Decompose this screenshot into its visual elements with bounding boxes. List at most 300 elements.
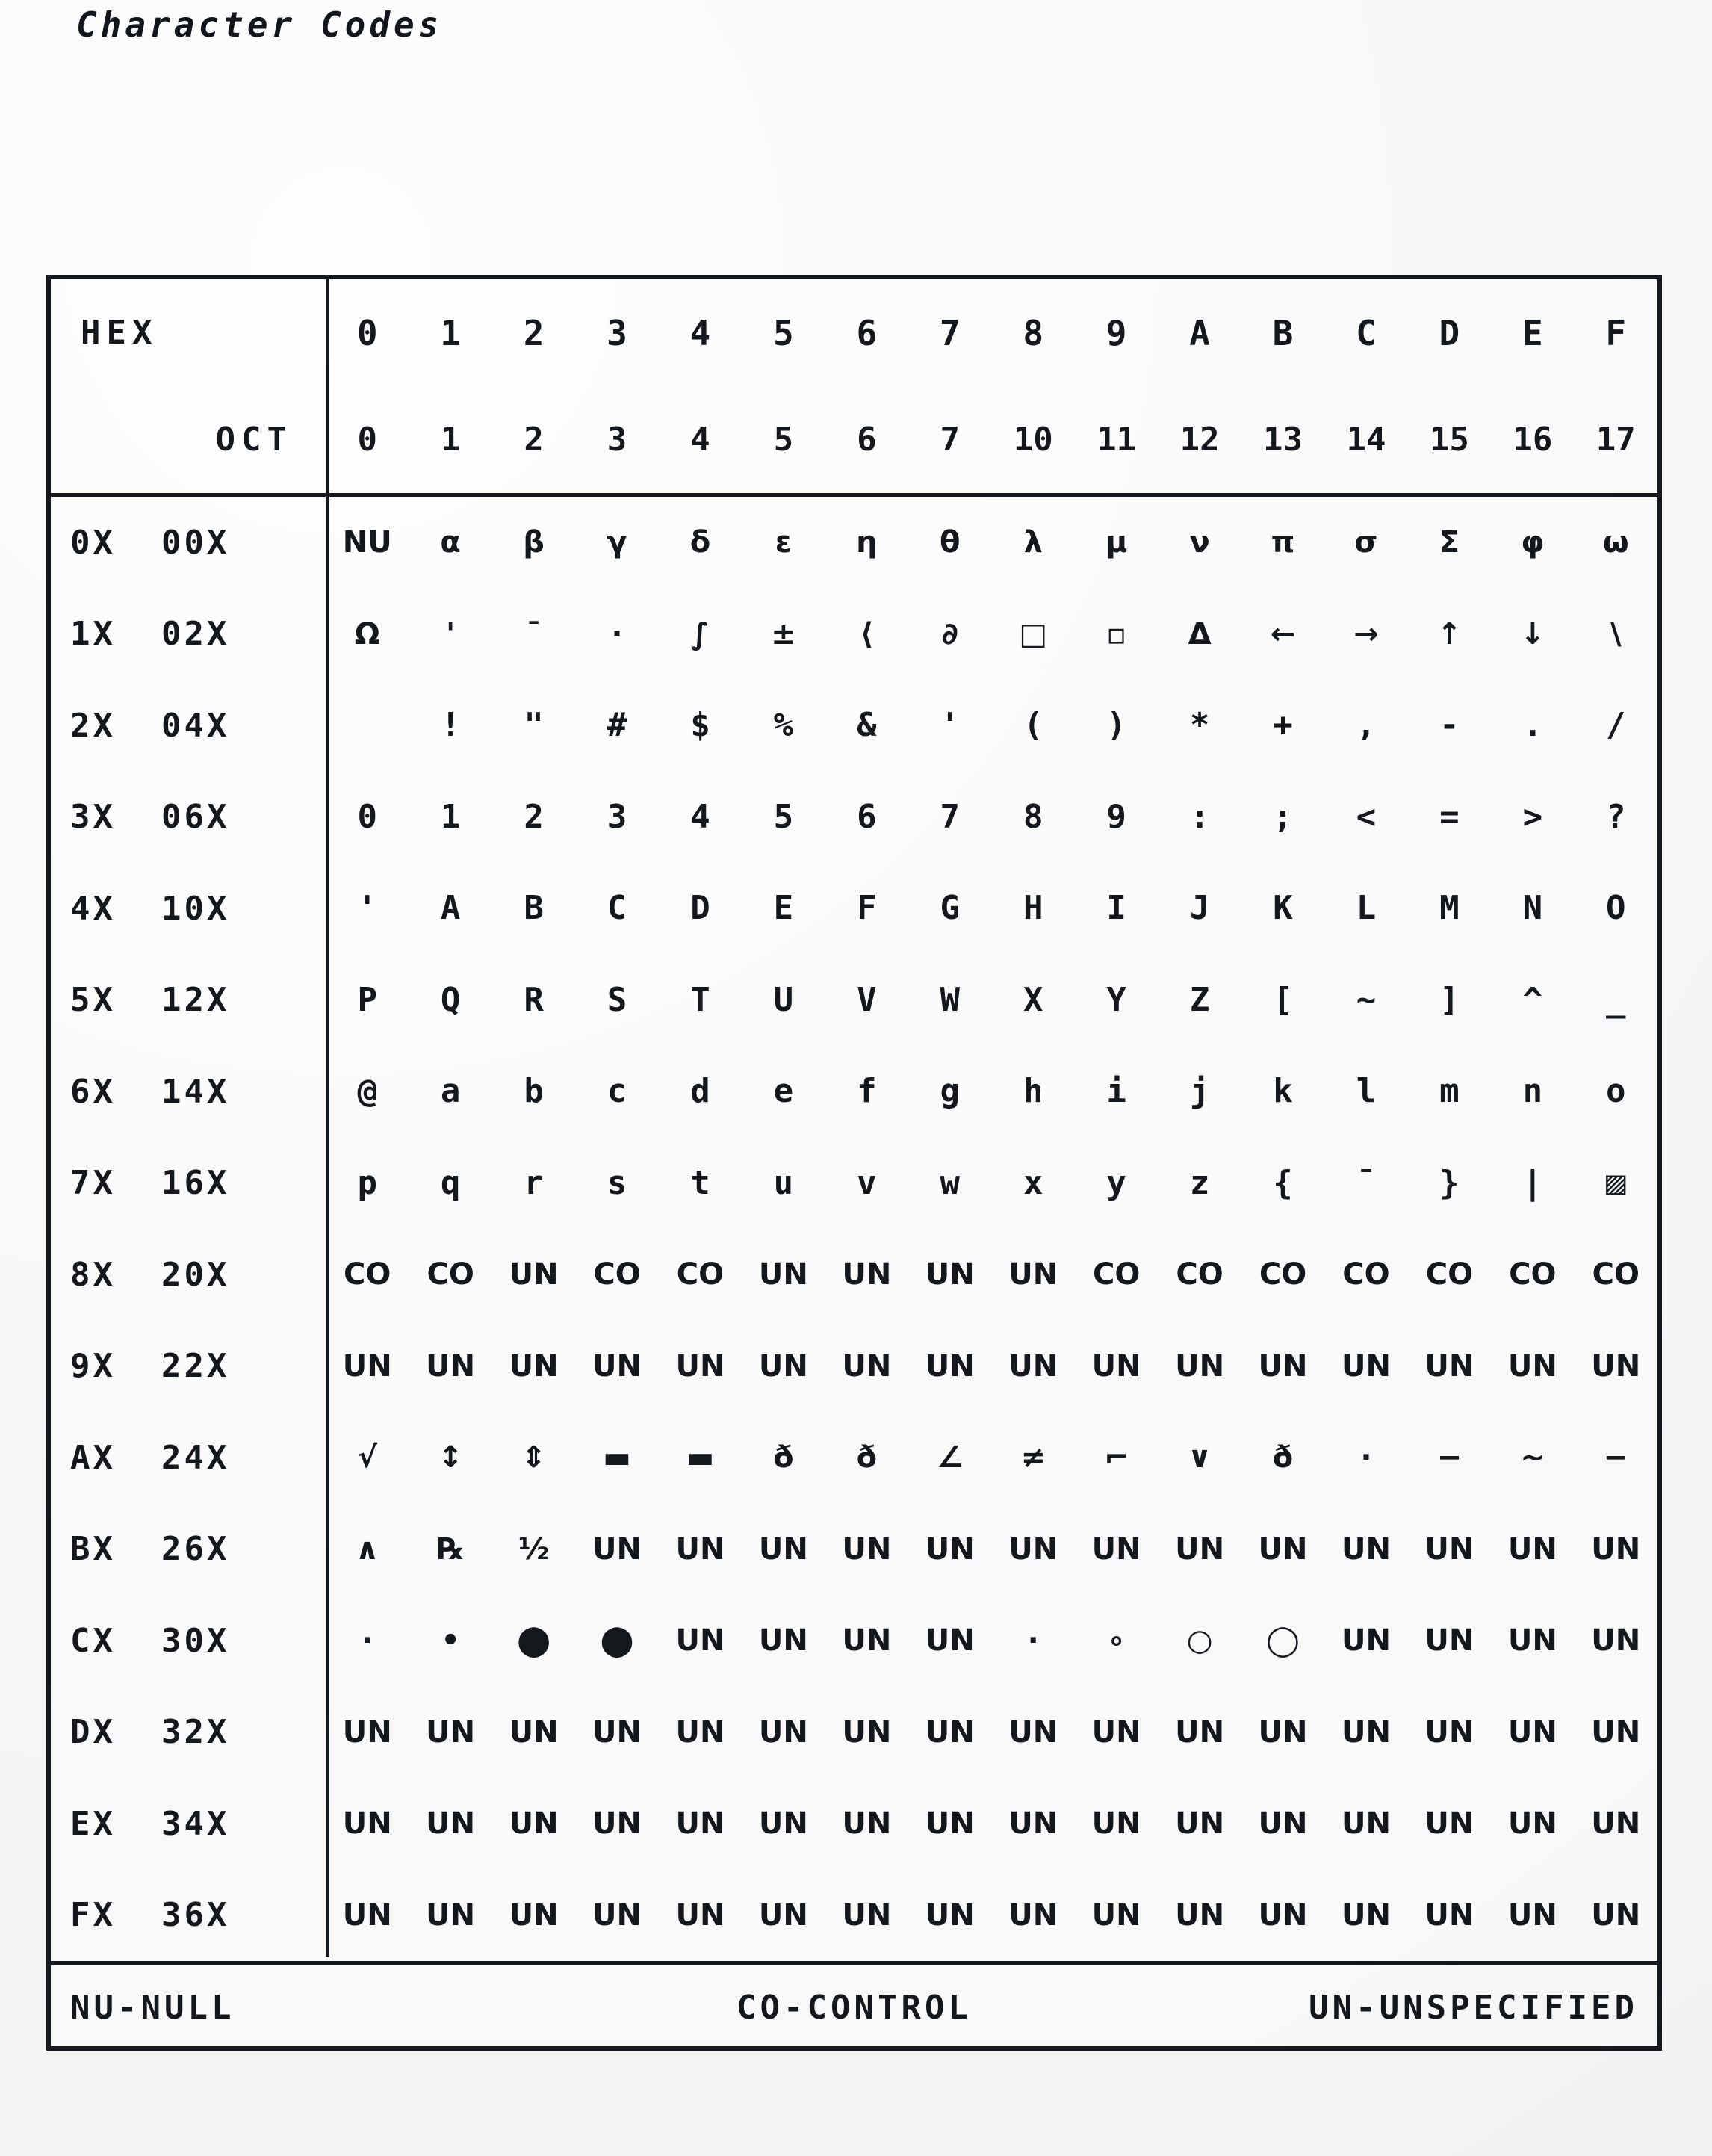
code-cell: p bbox=[357, 1163, 377, 1202]
code-cell: n bbox=[1522, 1072, 1543, 1111]
hex-header-label: HEX bbox=[81, 314, 158, 352]
code-cell: UN bbox=[1008, 1257, 1058, 1292]
code-cell: UN bbox=[675, 1623, 725, 1658]
code-cell: UN bbox=[1175, 1806, 1225, 1841]
code-cell: μ bbox=[1105, 525, 1128, 560]
code-cell: ' bbox=[940, 706, 961, 745]
oct-col-14: 16 bbox=[1513, 421, 1553, 459]
code-cell: a bbox=[440, 1072, 461, 1111]
row-cells bbox=[326, 863, 1657, 955]
code-cell: UN bbox=[1424, 1348, 1474, 1384]
code-cell: UN bbox=[1091, 1714, 1141, 1750]
code-cell: ∫ bbox=[691, 616, 710, 651]
code-cell: C bbox=[607, 889, 627, 928]
code-cell: UN bbox=[426, 1898, 476, 1933]
code-cell: ↕ bbox=[438, 1440, 463, 1475]
code-cell: ∂ bbox=[941, 616, 958, 651]
code-cell: UN bbox=[758, 1531, 808, 1567]
table-row bbox=[51, 1504, 1657, 1596]
hex-col-5: 5 bbox=[773, 312, 794, 353]
code-cell: UN bbox=[1175, 1898, 1225, 1933]
hex-col-7: 7 bbox=[939, 312, 961, 353]
oct-col-8: 10 bbox=[1013, 421, 1053, 459]
oct-col-0: 0 bbox=[357, 421, 377, 459]
table-row bbox=[51, 1687, 1657, 1779]
code-cell: l bbox=[1356, 1072, 1377, 1111]
code-cell: δ bbox=[689, 525, 711, 560]
code-cell: S bbox=[607, 980, 627, 1019]
code-cell: B bbox=[524, 889, 544, 928]
code-cell: UN bbox=[1507, 1348, 1557, 1384]
code-cell: . bbox=[1522, 706, 1543, 745]
code-cell bbox=[326, 709, 409, 742]
oct-header-label: OCT bbox=[215, 421, 293, 459]
code-cell: UN bbox=[1258, 1714, 1308, 1750]
code-cell: ! bbox=[440, 706, 461, 745]
code-cell: H bbox=[1023, 889, 1043, 928]
hex-col-12: C bbox=[1356, 312, 1377, 353]
table-body bbox=[51, 497, 1657, 1961]
code-cell: + bbox=[1273, 706, 1293, 745]
code-cell: ▨ bbox=[1606, 1163, 1626, 1202]
code-cell: ⬤ bbox=[517, 1623, 550, 1658]
code-cell: x bbox=[1023, 1163, 1043, 1202]
code-cell: ∧ bbox=[355, 1531, 379, 1567]
code-cell: r bbox=[524, 1163, 544, 1202]
code-cell: UN bbox=[509, 1257, 559, 1292]
code-cell: η bbox=[856, 525, 878, 560]
code-cell: ▬ bbox=[686, 1440, 715, 1475]
code-cell: UN bbox=[1091, 1348, 1141, 1384]
code-cell: UN bbox=[509, 1348, 559, 1384]
code-cell: * bbox=[1189, 706, 1210, 745]
code-cell: ∠ bbox=[936, 1440, 964, 1475]
code-cell: UN bbox=[1258, 1348, 1308, 1384]
code-cell: ¯ bbox=[526, 616, 542, 651]
code-cell: " bbox=[524, 706, 544, 745]
code-cell: ) bbox=[1106, 706, 1126, 745]
code-cell: V bbox=[857, 980, 877, 1019]
code-cell: c bbox=[607, 1072, 627, 1111]
code-cell: − bbox=[1436, 1440, 1463, 1475]
hex-col-3: 3 bbox=[607, 312, 627, 353]
code-cell: ← bbox=[1270, 616, 1296, 651]
code-cell: UN bbox=[1341, 1898, 1391, 1933]
code-cell: UN bbox=[758, 1348, 808, 1384]
code-cell: Z bbox=[1189, 980, 1210, 1019]
code-cell: φ bbox=[1521, 525, 1545, 560]
table-row bbox=[51, 1138, 1657, 1230]
code-cell: UN bbox=[1341, 1348, 1391, 1384]
code-cell: UN bbox=[842, 1714, 892, 1750]
hex-col-11: B bbox=[1272, 312, 1294, 353]
row-cells bbox=[326, 1504, 1657, 1596]
code-cell: O bbox=[1606, 889, 1626, 928]
code-cell: R bbox=[524, 980, 544, 1019]
code-cell: − bbox=[1603, 1440, 1629, 1475]
table-row bbox=[51, 1778, 1657, 1870]
code-cell: □ bbox=[1019, 616, 1048, 651]
row-cells bbox=[326, 1412, 1657, 1504]
code-cell: CO bbox=[1425, 1257, 1474, 1292]
row-label-bx: BX 26X bbox=[70, 1530, 230, 1569]
code-cell: ⇕ bbox=[521, 1440, 547, 1475]
code-cell: UN bbox=[592, 1806, 642, 1841]
code-cell: | bbox=[1522, 1163, 1543, 1202]
code-cell: UN bbox=[842, 1623, 892, 1658]
code-cell: ~ bbox=[1356, 980, 1377, 1019]
row-label-dx: DX 32X bbox=[70, 1713, 230, 1752]
code-cell: UN bbox=[1424, 1531, 1474, 1567]
code-cell: G bbox=[940, 889, 961, 928]
code-cell: ? bbox=[1606, 797, 1626, 836]
code-cell: i bbox=[1106, 1072, 1126, 1111]
oct-col-1: 1 bbox=[440, 421, 461, 459]
code-cell: UN bbox=[758, 1623, 808, 1658]
code-cell: M bbox=[1439, 889, 1460, 928]
row-label-ax: AX 24X bbox=[70, 1438, 230, 1477]
code-cell: UN bbox=[1507, 1714, 1557, 1750]
hex-col-15: F bbox=[1605, 312, 1627, 353]
code-cell: UN bbox=[342, 1898, 392, 1933]
hex-col-10: A bbox=[1189, 312, 1210, 353]
code-cell: ↑ bbox=[1436, 616, 1463, 651]
code-cell: 6 bbox=[857, 797, 877, 836]
code-cell: CO bbox=[1342, 1257, 1390, 1292]
code-cell: UN bbox=[925, 1257, 975, 1292]
code-cell: 1 bbox=[440, 797, 461, 836]
code-cell: 2 bbox=[524, 797, 544, 836]
code-cell: ∘ bbox=[1107, 1623, 1126, 1658]
code-cell: 8 bbox=[1023, 797, 1043, 836]
code-cell: Ω bbox=[354, 616, 380, 651]
code-cell: UN bbox=[509, 1898, 559, 1933]
hex-col-9: 9 bbox=[1105, 312, 1127, 353]
oct-col-4: 4 bbox=[690, 421, 710, 459]
code-cell: ' bbox=[446, 616, 456, 651]
legend-null: NU-NULL bbox=[70, 1989, 235, 2027]
code-cell: UN bbox=[925, 1531, 975, 1567]
code-cell: ] bbox=[1439, 980, 1460, 1019]
code-cell: ð bbox=[1272, 1440, 1294, 1475]
code-cell: UN bbox=[342, 1806, 392, 1841]
code-cell: ; bbox=[1273, 797, 1293, 836]
row-label-0x: 0X 00X bbox=[70, 523, 230, 562]
legend-unspecified: UN-UNSPECIFIED bbox=[1309, 1989, 1638, 2027]
code-cell: · bbox=[362, 1623, 373, 1658]
code-cell: q bbox=[440, 1163, 461, 1202]
code-cell: UN bbox=[1258, 1806, 1308, 1841]
code-cell: U bbox=[773, 980, 794, 1019]
code-cell: CO bbox=[427, 1257, 474, 1292]
code-cell: $ bbox=[690, 706, 710, 745]
code-cell: @ bbox=[357, 1072, 377, 1111]
code-cell: J bbox=[1189, 889, 1210, 928]
code-cell: √ bbox=[357, 1440, 378, 1475]
table-row bbox=[51, 1870, 1657, 1962]
code-cell: ð bbox=[856, 1440, 878, 1475]
code-cell: ▬ bbox=[603, 1440, 631, 1475]
code-cell: UN bbox=[675, 1806, 725, 1841]
table-row bbox=[51, 955, 1657, 1047]
code-cell: X bbox=[1023, 980, 1043, 1019]
code-cell: UN bbox=[842, 1531, 892, 1567]
row-cells bbox=[326, 497, 1657, 589]
code-cell: α bbox=[440, 525, 461, 560]
code-cell: & bbox=[857, 706, 877, 745]
code-cell: e bbox=[773, 1072, 794, 1111]
code-cell: θ bbox=[940, 525, 961, 560]
table-row bbox=[51, 772, 1657, 864]
code-cell: Δ bbox=[1188, 616, 1212, 651]
hex-col-13: D bbox=[1439, 312, 1460, 353]
code-cell: UN bbox=[842, 1257, 892, 1292]
code-cell: = bbox=[1439, 797, 1460, 836]
hex-col-6: 6 bbox=[856, 312, 878, 353]
code-cell: UN bbox=[1341, 1623, 1391, 1658]
code-cell: UN bbox=[1008, 1531, 1058, 1567]
oct-col-13: 15 bbox=[1429, 421, 1469, 459]
code-cell: UN bbox=[675, 1714, 725, 1750]
code-cell: β bbox=[523, 525, 545, 560]
code-cell: 0 bbox=[357, 797, 377, 836]
hex-header-row bbox=[51, 279, 1657, 386]
code-cell: ↓ bbox=[1520, 616, 1545, 651]
code-cell: UN bbox=[1424, 1623, 1474, 1658]
code-cell: · bbox=[1360, 1440, 1372, 1475]
row-label-8x: 8X 20X bbox=[70, 1255, 230, 1294]
code-cell: UN bbox=[1591, 1623, 1641, 1658]
row-cells bbox=[326, 589, 1657, 681]
code-cell: UN bbox=[925, 1714, 975, 1750]
code-cell: W bbox=[940, 980, 961, 1019]
code-cell: ⟨ bbox=[860, 616, 874, 651]
hex-col-1: 1 bbox=[440, 312, 461, 353]
code-cell: ± bbox=[771, 616, 796, 651]
code-cell: UN bbox=[675, 1531, 725, 1567]
table-row bbox=[51, 1321, 1657, 1413]
code-cell: ^ bbox=[1522, 980, 1543, 1019]
row-cells bbox=[326, 1595, 1657, 1687]
row-label-2x: 2X 04X bbox=[70, 706, 230, 745]
code-cell: UN bbox=[842, 1806, 892, 1841]
oct-col-9: 11 bbox=[1097, 421, 1137, 459]
table-row bbox=[51, 680, 1657, 772]
code-cell: o bbox=[1606, 1072, 1626, 1111]
row-label-cx: CX 30X bbox=[70, 1621, 230, 1660]
code-cell: UN bbox=[1507, 1623, 1557, 1658]
code-cell: D bbox=[690, 889, 710, 928]
table-row bbox=[51, 1412, 1657, 1504]
hex-col-8: 8 bbox=[1023, 312, 1044, 353]
code-cell: UN bbox=[925, 1623, 975, 1658]
code-cell: CO bbox=[1259, 1257, 1307, 1292]
code-cell: 4 bbox=[690, 797, 710, 836]
code-cell: UN bbox=[925, 1806, 975, 1841]
table-row bbox=[51, 1595, 1657, 1687]
code-cell: UN bbox=[1341, 1714, 1391, 1750]
code-cell: λ bbox=[1023, 525, 1043, 560]
code-cell: UN bbox=[1341, 1806, 1391, 1841]
code-cell: UN bbox=[1591, 1806, 1641, 1841]
code-cell: UN bbox=[1424, 1806, 1474, 1841]
code-cell: UN bbox=[592, 1348, 642, 1384]
code-cell: → bbox=[1353, 616, 1379, 651]
code-cell: ( bbox=[1023, 706, 1043, 745]
code-cell: UN bbox=[1175, 1531, 1225, 1567]
code-cell: ∙ bbox=[1027, 1623, 1039, 1658]
code-cell: ∨ bbox=[1187, 1440, 1212, 1475]
code-cell: ε bbox=[775, 525, 793, 560]
code-cell: K bbox=[1273, 889, 1293, 928]
code-cell: UN bbox=[509, 1714, 559, 1750]
table-header bbox=[51, 279, 1657, 493]
code-cell: UN bbox=[1507, 1531, 1557, 1567]
oct-col-12: 14 bbox=[1346, 421, 1386, 459]
oct-col-7: 7 bbox=[940, 421, 961, 459]
table-row bbox=[51, 1229, 1657, 1321]
code-cell: ≠ bbox=[1020, 1440, 1046, 1475]
code-cell: \ bbox=[1610, 616, 1622, 651]
code-cell: Y bbox=[1106, 980, 1126, 1019]
code-cell: < bbox=[1356, 797, 1377, 836]
code-cell: UN bbox=[925, 1348, 975, 1384]
row-label-6x: 6X 14X bbox=[70, 1072, 230, 1111]
row-cells bbox=[326, 1229, 1657, 1321]
code-cell: UN bbox=[1008, 1898, 1058, 1933]
code-cell: UN bbox=[842, 1348, 892, 1384]
code-cell: } bbox=[1439, 1163, 1460, 1202]
code-cell: UN bbox=[342, 1348, 392, 1384]
oct-column-headers bbox=[326, 421, 1657, 459]
code-cell: N bbox=[1522, 889, 1543, 928]
code-cell: UN bbox=[1591, 1714, 1641, 1750]
code-cell: f bbox=[857, 1072, 877, 1111]
hex-column-headers bbox=[326, 313, 1657, 353]
code-cell: ▫ bbox=[1106, 616, 1127, 651]
table-row bbox=[51, 589, 1657, 681]
code-cell: UN bbox=[1341, 1531, 1391, 1567]
code-cell: γ bbox=[607, 525, 627, 560]
oct-header-row bbox=[51, 386, 1657, 493]
code-cell: UN bbox=[925, 1898, 975, 1933]
code-cell: % bbox=[773, 706, 794, 745]
code-cell: UN bbox=[1591, 1348, 1641, 1384]
code-cell: UN bbox=[1091, 1898, 1141, 1933]
code-cell: UN bbox=[758, 1898, 808, 1933]
code-cell: m bbox=[1439, 1072, 1460, 1111]
code-cell: - bbox=[1439, 706, 1460, 745]
code-cell: w bbox=[940, 1163, 961, 1202]
code-cell: CO bbox=[1509, 1257, 1557, 1292]
row-label-5x: 5X 12X bbox=[70, 981, 230, 1020]
code-cell: UN bbox=[1424, 1714, 1474, 1750]
row-cells bbox=[326, 1687, 1657, 1779]
row-label-1x: 1X 02X bbox=[70, 615, 230, 654]
code-cell: A bbox=[440, 889, 461, 928]
code-cell: UN bbox=[675, 1898, 725, 1933]
code-cell: UN bbox=[1091, 1806, 1141, 1841]
code-cell: · bbox=[611, 616, 623, 651]
code-cell: UN bbox=[758, 1806, 808, 1841]
code-cell: σ bbox=[1354, 525, 1378, 560]
code-cell: : bbox=[1189, 797, 1210, 836]
oct-col-6: 6 bbox=[857, 421, 877, 459]
code-cell: t bbox=[690, 1163, 710, 1202]
code-cell: k bbox=[1273, 1072, 1293, 1111]
code-cell: ν bbox=[1189, 525, 1210, 560]
code-cell: UN bbox=[1008, 1806, 1058, 1841]
character-code-table bbox=[46, 275, 1662, 2051]
code-cell: g bbox=[940, 1072, 961, 1111]
row-cells bbox=[326, 680, 1657, 772]
code-cell: { bbox=[1273, 1163, 1293, 1202]
code-cell: CO bbox=[1176, 1257, 1223, 1292]
code-cell: ¯ bbox=[1356, 1163, 1377, 1202]
oct-col-10: 12 bbox=[1179, 421, 1220, 459]
code-cell: b bbox=[524, 1072, 544, 1111]
code-cell: UN bbox=[1507, 1898, 1557, 1933]
code-cell: 5 bbox=[773, 797, 794, 836]
code-cell: [ bbox=[1273, 980, 1293, 1019]
code-cell: UN bbox=[1591, 1898, 1641, 1933]
row-cells bbox=[326, 1778, 1657, 1870]
code-cell: CO bbox=[676, 1257, 725, 1292]
code-cell: UN bbox=[426, 1714, 476, 1750]
code-cell: UN bbox=[592, 1531, 642, 1567]
code-cell: # bbox=[607, 706, 627, 745]
code-cell: ∼ bbox=[1520, 1440, 1545, 1475]
row-label-ex: EX 34X bbox=[70, 1804, 230, 1843]
row-label-7x: 7X 16X bbox=[70, 1164, 230, 1203]
code-cell: UN bbox=[1591, 1531, 1641, 1567]
code-cell: v bbox=[857, 1163, 877, 1202]
code-cell: • bbox=[441, 1623, 460, 1658]
row-label-9x: 9X 22X bbox=[70, 1347, 230, 1386]
row-label-fx: FX 36X bbox=[70, 1896, 230, 1935]
code-cell: UN bbox=[1008, 1348, 1058, 1384]
code-cell: CO bbox=[344, 1257, 391, 1292]
code-cell: CO bbox=[593, 1257, 641, 1292]
code-cell: ½ bbox=[518, 1531, 550, 1567]
legend-control: CO-CONTROL bbox=[736, 1989, 972, 2027]
row-cells bbox=[326, 1046, 1657, 1138]
code-cell: ω bbox=[1602, 525, 1629, 560]
oct-col-11: 13 bbox=[1263, 421, 1303, 459]
code-cell: UN bbox=[1091, 1531, 1141, 1567]
code-cell: E bbox=[773, 889, 794, 928]
row-cells bbox=[326, 772, 1657, 864]
code-cell: UN bbox=[1175, 1714, 1225, 1750]
row-label-4x: 4X 10X bbox=[70, 889, 230, 928]
code-cell: ◯ bbox=[1266, 1623, 1300, 1658]
code-cell: UN bbox=[1424, 1898, 1474, 1933]
table-legend bbox=[51, 1965, 1657, 2051]
code-cell: , bbox=[1356, 706, 1377, 745]
code-cell: ⬤ bbox=[600, 1623, 634, 1658]
code-cell: UN bbox=[592, 1714, 642, 1750]
code-cell: _ bbox=[1606, 980, 1626, 1019]
code-cell: UN bbox=[758, 1257, 808, 1292]
code-cell: CO bbox=[1092, 1257, 1141, 1292]
code-cell: UN bbox=[426, 1806, 476, 1841]
code-cell: ' bbox=[357, 889, 377, 928]
row-cells bbox=[326, 955, 1657, 1047]
oct-col-15: 17 bbox=[1595, 421, 1636, 459]
row-label-3x: 3X 06X bbox=[70, 798, 230, 837]
code-cell: UN bbox=[1507, 1806, 1557, 1841]
code-cell: π bbox=[1271, 525, 1295, 560]
